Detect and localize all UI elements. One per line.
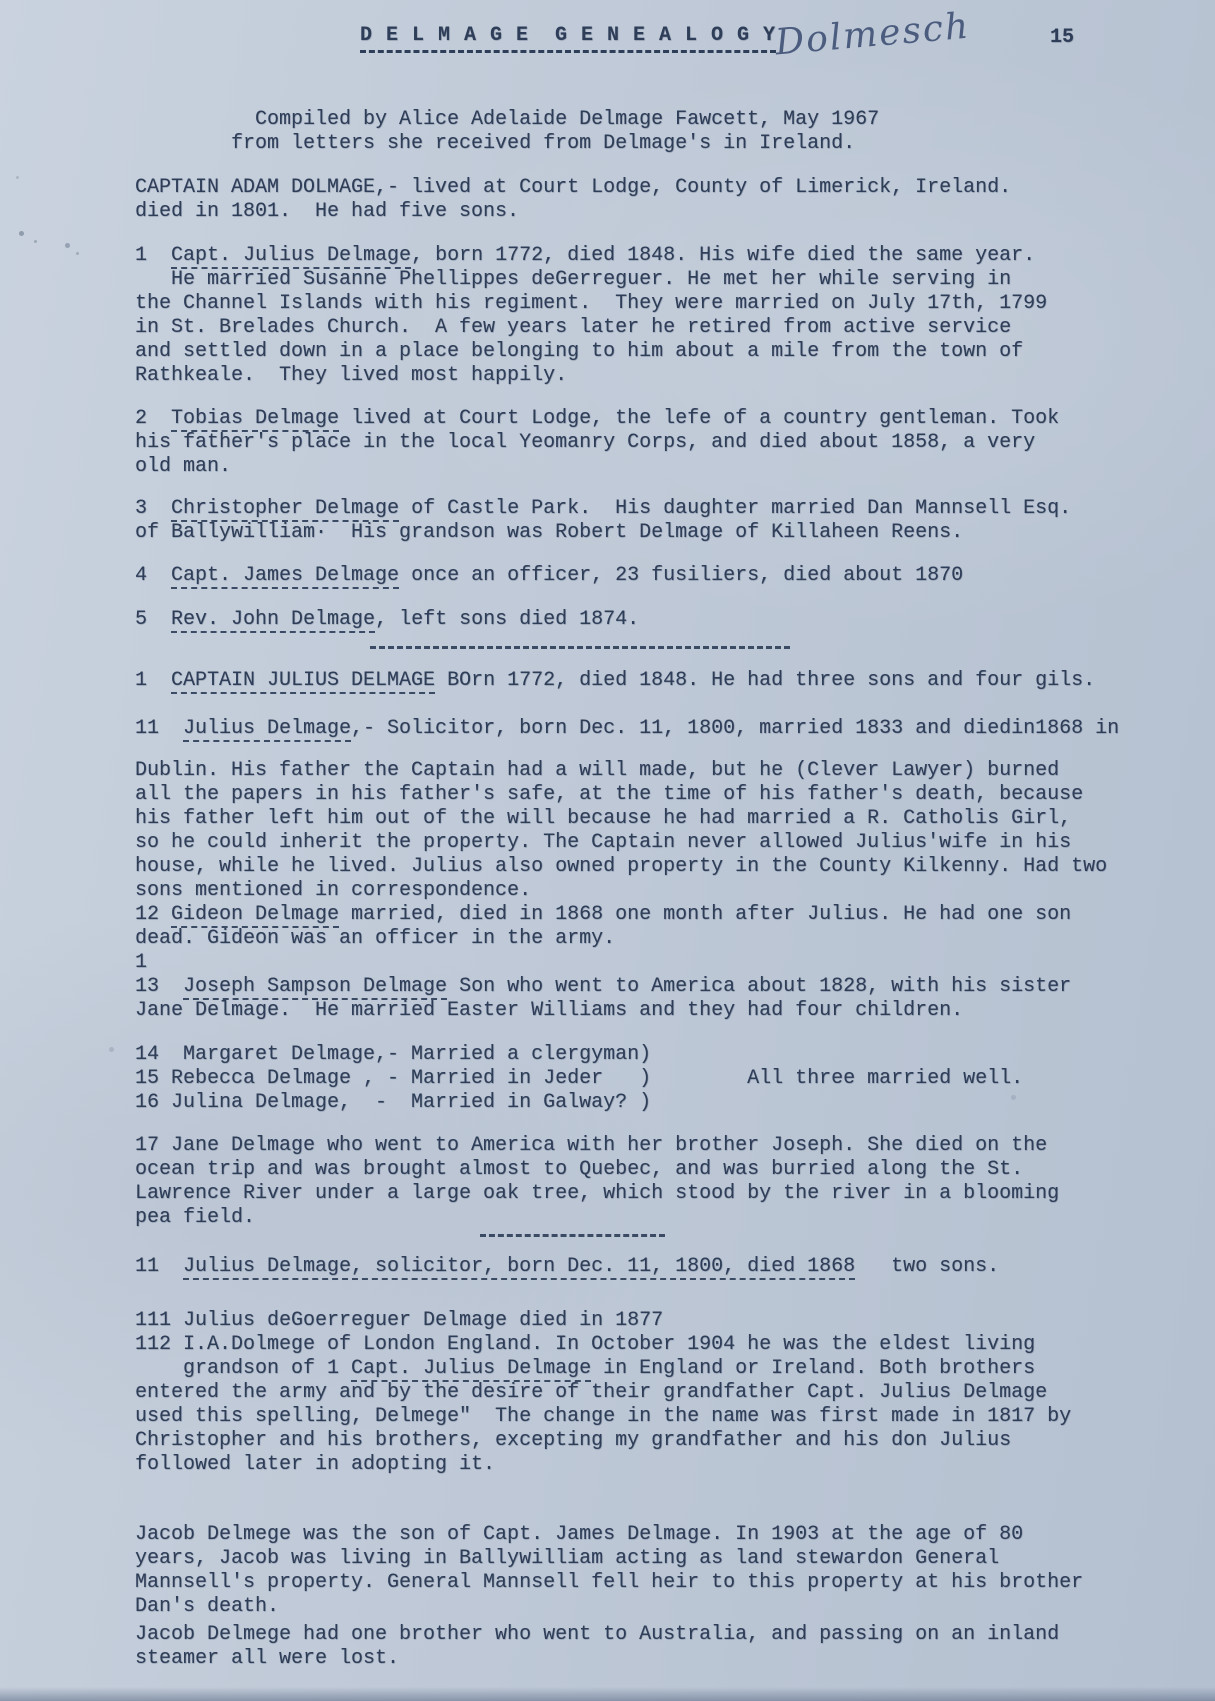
text-segment: Rathkeale. They lived most happily. — [135, 364, 568, 387]
text-segment: 1 — [135, 669, 172, 692]
text-segment: He married Susanne Phellippes deGerreguer. He met her while serving in — [135, 268, 1012, 291]
text-segment: in England or Ireland. Both brothers — [591, 1357, 1036, 1380]
text-segment: used this spelling, Delmege" The change in the name was first made in 1817 by — [135, 1405, 1072, 1428]
text-line — [135, 108, 1215, 132]
text-segment: Compiled by Alice Adelaide Delmage Fawcett, May 1967 — [135, 108, 880, 131]
text-segment: 111 Julius deGoerreguer Delmage died in 1877 — [135, 1309, 664, 1332]
text-segment: Christopher and his brothers, excepting my grandfather and his don Julius — [135, 1429, 1012, 1452]
text-segment: ,- Solicitor, born Dec. 11, 1800, married 1833 and diedin1868 in — [351, 717, 1120, 740]
text-line — [135, 1647, 1215, 1671]
text-line — [135, 407, 1215, 431]
text-segment: old man. — [135, 455, 232, 478]
text-segment: Son who went to America about 1828, with his sister — [447, 975, 1072, 998]
text-segment: in St. Brelades Church. A few years later he retired from active service — [135, 316, 1012, 339]
text-line — [135, 999, 1215, 1023]
text-segment: 13 — [135, 975, 184, 998]
text-segment: house, while he lived. Julius also owned property in the County Kilkenny. Had two — [135, 855, 1108, 878]
text-line — [135, 975, 1215, 999]
text-segment: married, died in 1868 one month after Julius. He had one son — [339, 903, 1072, 926]
text-segment: , left sons died 1874. — [375, 608, 640, 631]
text-line — [135, 1453, 1215, 1477]
text-segment: 11 — [135, 1255, 184, 1278]
text-segment: Jane Delmage. He married Easter Williams and they had four children. — [135, 999, 964, 1022]
page-title: D E L M A G E G E N E A L O G Y — [360, 24, 776, 53]
text-segment: and settled down in a place belonging to him about a mile from the town of — [135, 340, 1024, 363]
text-segment: 11 — [135, 717, 184, 740]
text-line — [135, 1429, 1215, 1453]
text-line — [135, 1255, 1215, 1279]
text-line — [135, 521, 1215, 545]
text-line — [135, 717, 1215, 741]
text-segment: 17 Jane Delmage who went to America with her brother Joseph. She died on the — [135, 1134, 1048, 1157]
text-segment: of Ballywilliam· His grandson was Robert Delmage of Killaheen Reens. — [135, 521, 964, 544]
text-line — [135, 1309, 1215, 1333]
text-segment: 16 Julina Delmage, - Married in Galway? ) — [135, 1091, 652, 1114]
text-segment: BOrn 1772, died 1848. He had three sons and four gils. — [435, 669, 1096, 692]
divider-line — [480, 1234, 665, 1237]
text-segment: his father left him out of the will because he had married a R. Catholis Girl, — [135, 807, 1072, 830]
text-segment: 1 — [135, 951, 148, 974]
text-segment: 112 I.A.Dolmege of London England. In October 1904 he was the eldest living — [135, 1333, 1036, 1356]
text-segment: from letters she received from Delmage's in Ireland. — [135, 132, 856, 155]
text-line — [135, 364, 1215, 388]
page-bottom-edge — [0, 1687, 1215, 1701]
text-segment: 12 — [135, 903, 172, 926]
text-line — [135, 176, 1215, 200]
text-segment: pea field. — [135, 1206, 256, 1229]
text-line — [135, 1067, 1215, 1091]
text-line — [135, 340, 1215, 364]
text-segment: so he could inherit the property. The Captain never allowed Julius'wife in his — [135, 831, 1072, 854]
text-line — [135, 1158, 1215, 1182]
text-line — [135, 1547, 1215, 1571]
text-segment: 14 Margaret Delmage,- Married a clergyman) — [135, 1043, 652, 1066]
text-line — [135, 831, 1215, 855]
underlined-text: Julius Delmage, solicitor, born Dec. 11, 1800, died 1868 — [183, 1255, 856, 1278]
paper-specks — [0, 0, 3, 3]
document-body — [0, 108, 1215, 1671]
text-line — [135, 1206, 1215, 1230]
text-segment: Jacob Delmege had one brother who went to Australia, and passing on an inland — [135, 1623, 1060, 1646]
text-line — [135, 1043, 1215, 1067]
underlined-text: Tobias Delmage — [171, 407, 340, 430]
text-line — [135, 783, 1215, 807]
text-line — [135, 244, 1215, 268]
text-line — [135, 903, 1215, 927]
document-header — [0, 0, 1215, 88]
text-segment: , born 1772, died 1848. His wife died the same year. — [411, 244, 1036, 267]
text-line — [135, 1182, 1215, 1206]
text-segment: the Channel Islands with his regiment. They were married on July 17th, 1799 — [135, 292, 1048, 315]
text-segment: Lawrence River under a large oak tree, which stood by the river in a blooming — [135, 1182, 1060, 1205]
text-segment: 15 Rebecca Delmage , - Married in Jeder ) All three married well. — [135, 1067, 1024, 1090]
text-line — [135, 1333, 1215, 1357]
text-line — [135, 132, 1215, 156]
text-segment: once an officer, 23 fusiliers, died about 1870 — [399, 564, 964, 587]
text-segment: all the papers in his father's safe, at the time of his father's death, because — [135, 783, 1084, 806]
text-segment: Jacob Delmege was the son of Capt. James Delmage. In 1903 at the age of 80 — [135, 1523, 1024, 1546]
text-segment: 2 — [135, 407, 172, 430]
text-segment: Dan's death. — [135, 1595, 280, 1618]
handwritten-annotation: Dolmesch — [773, 5, 972, 64]
text-line — [135, 455, 1215, 479]
text-segment: entered the army and by the desire of their grandfather Capt. Julius Delmage — [135, 1381, 1048, 1404]
text-segment: lived at Court Lodge, the lefe of a country gentleman. Took — [339, 407, 1060, 430]
text-line — [135, 1091, 1215, 1115]
text-line — [135, 200, 1215, 224]
text-segment: two sons. — [855, 1255, 1000, 1278]
text-segment: Mannsell's property. General Mannsell fell heir to this property at his brother — [135, 1571, 1084, 1594]
text-segment: followed later in adopting it. — [135, 1453, 496, 1476]
underlined-text: Julius Delmage — [183, 717, 352, 740]
text-line — [135, 564, 1215, 588]
text-segment: of Castle Park. His daughter married Dan Mannsell Esq. — [399, 497, 1072, 520]
text-segment: CAPTAIN ADAM DOLMAGE,- lived at Court Lodge, County of Limerick, Ireland. — [135, 176, 1012, 199]
underlined-text: CAPTAIN JULIUS DELMAGE — [171, 669, 436, 692]
text-line — [135, 292, 1215, 316]
text-line — [135, 1405, 1215, 1429]
text-segment: Dublin. His father the Captain had a will made, but he (Clever Lawyer) burned — [135, 759, 1060, 782]
text-line — [135, 497, 1215, 521]
text-line — [135, 669, 1215, 693]
text-line — [135, 1571, 1215, 1595]
text-line — [135, 431, 1215, 455]
underlined-text: Gideon Delmage — [171, 903, 340, 926]
text-line — [135, 807, 1215, 831]
underlined-text: Capt. James Delmage — [171, 564, 400, 587]
underlined-text: Capt. Julius Delmage — [351, 1357, 592, 1380]
text-line — [135, 1595, 1215, 1619]
text-segment: his father's place in the local Yeomanry Corps, and died about 1858, a very — [135, 431, 1036, 454]
text-line — [135, 1134, 1215, 1158]
divider-line — [370, 646, 790, 649]
text-line — [135, 1381, 1215, 1405]
text-segment: sons mentioned in correspondence. — [135, 879, 532, 902]
underlined-text: Rev. John Delmage — [171, 608, 376, 631]
text-segment: 3 — [135, 497, 172, 520]
text-segment: ocean trip and was brought almost to Quebec, and was burried along the St. — [135, 1158, 1024, 1181]
text-segment: steamer all were lost. — [135, 1647, 400, 1670]
text-line — [135, 927, 1215, 951]
underlined-text: Capt. Julius Delmage — [171, 244, 412, 267]
text-line — [135, 1523, 1215, 1547]
text-line — [135, 1357, 1215, 1381]
text-line — [135, 759, 1215, 783]
underlined-text: Joseph Sampson Delmage — [183, 975, 448, 998]
text-line — [135, 951, 1215, 975]
text-segment: 5 — [135, 608, 172, 631]
text-segment: 1 — [135, 244, 172, 267]
text-line — [135, 855, 1215, 879]
text-line — [135, 608, 1215, 632]
text-line — [135, 879, 1215, 903]
text-segment: dead. Gideon was an officer in the army. — [135, 927, 616, 950]
text-segment: died in 1801. He had five sons. — [135, 200, 520, 223]
text-line — [135, 1623, 1215, 1647]
text-line — [135, 268, 1215, 292]
text-segment: 4 — [135, 564, 172, 587]
text-segment: grandson of 1 — [135, 1357, 352, 1380]
text-line — [135, 316, 1215, 340]
page-number: 15 — [1050, 26, 1075, 49]
text-segment: years, Jacob was living in Ballywilliam acting as land stewardon General — [135, 1547, 1000, 1570]
underlined-text: Christopher Delmage — [171, 497, 400, 520]
